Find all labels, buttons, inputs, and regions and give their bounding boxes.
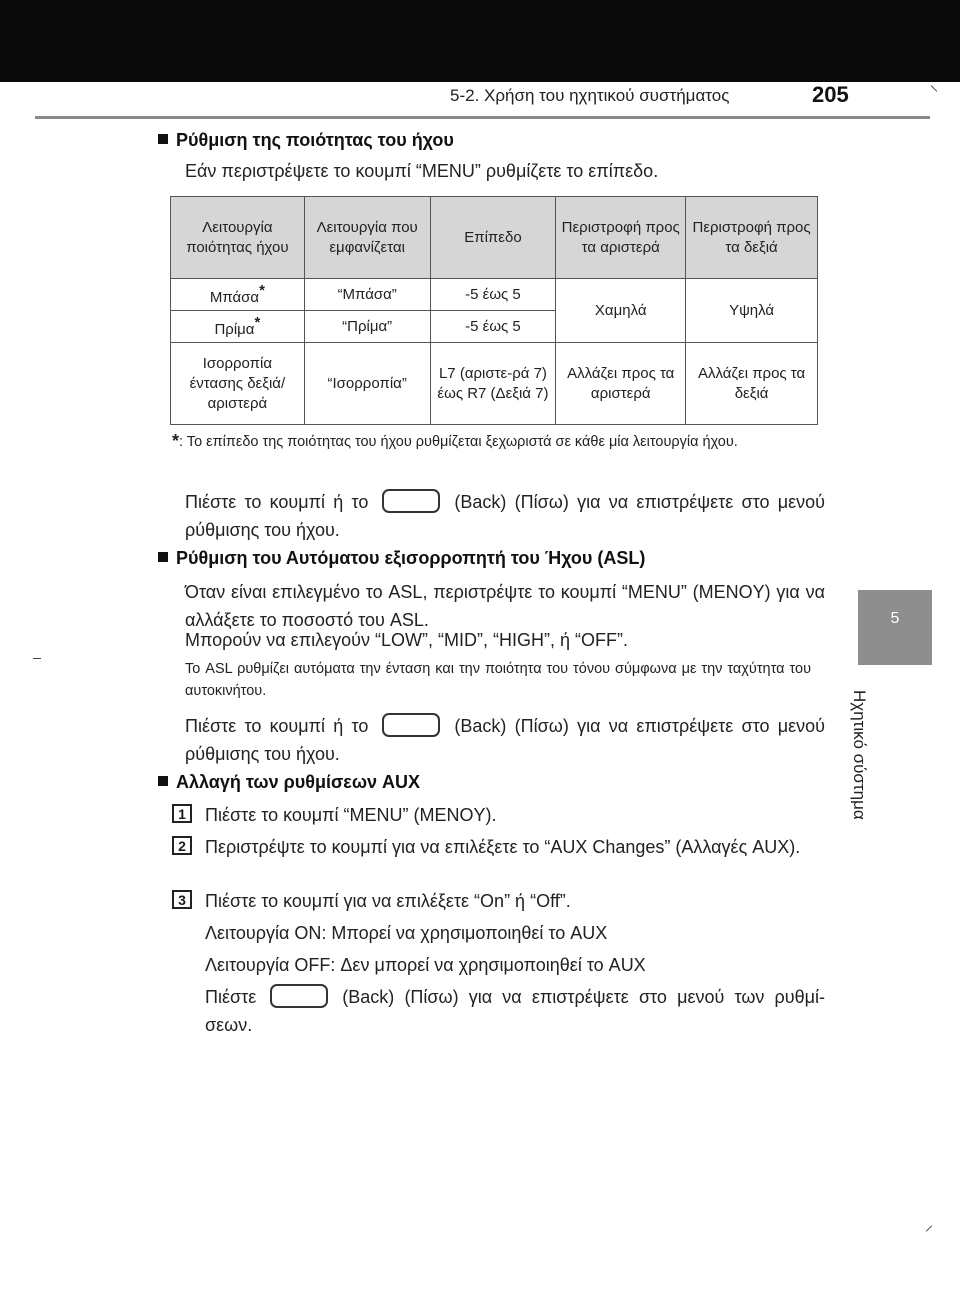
- section-heading-sound-quality: [158, 130, 454, 151]
- chapter-number: 5: [890, 610, 900, 627]
- sound-quality-table: [170, 196, 818, 425]
- text-fragment: (Back) (Πίσω) για να επιστρέψετε στο μενού ρύθμισης του ήχου.: [185, 716, 825, 764]
- header-rule: [35, 116, 930, 119]
- table-cell: “Πρίμα”: [304, 311, 430, 343]
- asl-note: Το ASL ρυθμίζει αυτόματα την ένταση και την ποιότητα του τόνου σύμφωνα με την ταχύτητα του αυτοκινήτου.: [185, 661, 811, 699]
- intro-text: Εάν περιστρέψετε το κουμπί “MENU” ρυθμίζετε το επίπεδο.: [185, 161, 659, 181]
- back-button-icon: [270, 984, 328, 1008]
- table-header: Λειτουργία που εμφανίζεται: [304, 197, 430, 279]
- table-header: Περιστροφή προς τα αριστερά: [556, 197, 686, 279]
- table-footnote: [172, 430, 812, 453]
- table-row: [171, 343, 818, 425]
- heading-text: Ρύθμιση του Αυτόματου εξισορροπητή του Ήχου (ASL): [176, 548, 646, 568]
- step-text: Πιέστε το κουμπί για να επιλέξετε “On” ή “Off”.: [205, 891, 571, 911]
- table-cell: -5 έως 5: [430, 311, 556, 343]
- top-black-band: [0, 0, 960, 82]
- bullet-square-icon: [158, 552, 168, 562]
- page-header: [0, 82, 960, 116]
- step-text: Πιέστε το κουμπί “MENU” (MENOY).: [205, 805, 497, 825]
- table-row: [171, 279, 818, 311]
- step-text: Περιστρέψτε το κουμπί για να επιλέξετε το “AUX Changes” (Αλλαγές AUX).: [205, 837, 801, 857]
- table-cell: “Ισορροπία”: [304, 343, 430, 425]
- back-button-icon: [382, 489, 440, 513]
- step-number-2: 2: [172, 836, 192, 855]
- table-cell: Χαμηλά: [556, 279, 686, 343]
- table-cell: Υψηλά: [686, 279, 818, 343]
- text-fragment: (Back) (Πίσω) για να επιστρέψετε στο μενού ρύθμισης του ήχου.: [185, 492, 825, 540]
- asterisk-mark: *: [172, 431, 180, 451]
- table-cell: “Μπάσα”: [304, 279, 430, 311]
- section-title: 5-2. Χρήση του ηχητικού συστήματος: [450, 86, 730, 105]
- bullet-square-icon: [158, 776, 168, 786]
- step-number-3: 3: [172, 890, 192, 909]
- section-heading-asl: [158, 548, 645, 569]
- table-cell: [171, 279, 305, 311]
- table-cell: Ισορροπία έντασης δεξιά/ αριστερά: [171, 343, 305, 425]
- heading-text: Αλλαγή των ρυθμίσεων AUX: [176, 772, 421, 792]
- crop-mark: [926, 1225, 932, 1231]
- table-header: Επίπεδο: [430, 197, 556, 279]
- table-cell: Αλλάζει προς τα αριστερά: [556, 343, 686, 425]
- text-fragment: (Back) (Πίσω) για να επιστρέψετε στο μενού των ρυθμί-σεων.: [205, 987, 825, 1035]
- table-header: Λειτουργία ποιότητας ήχου: [171, 197, 305, 279]
- back-instruction: [205, 983, 825, 1039]
- table-cell: Αλλάζει προς τα δεξιά: [686, 343, 818, 425]
- mode-label: Πρίμα: [214, 321, 255, 338]
- text-fragment: Πιέστε: [205, 987, 257, 1007]
- chapter-label-wrap: [851, 690, 887, 830]
- bullet-square-icon: [158, 134, 168, 144]
- footnote-text: : Το επίπεδο της ποιότητας του ήχου ρυθμίζεται ξεχωριστά σε κάθε μία λειτουργία ήχου.: [179, 434, 738, 450]
- table-cell: L7 (αριστε-ρά 7) έως R7 (Δεξιά 7): [430, 343, 556, 425]
- back-instruction: [185, 712, 825, 768]
- back-instruction: [185, 488, 825, 544]
- section-heading-aux: [158, 772, 420, 793]
- crop-mark: [33, 658, 41, 659]
- chapter-tab: [858, 590, 932, 665]
- heading-text: Ρύθμιση της ποιότητας του ήχου: [176, 130, 454, 150]
- chapter-label: Ηχητικό σύστημα: [850, 690, 869, 820]
- text-fragment: Πιέστε το κουμπί ή το: [185, 492, 369, 512]
- back-button-icon: [382, 713, 440, 737]
- page-number: 205: [812, 82, 849, 107]
- aux-off-text: Λειτουργία OFF: Δεν μπορεί να χρησιμοποιηθεί το AUX: [205, 955, 646, 975]
- step-number-1: 1: [172, 804, 192, 823]
- asterisk-mark: *: [259, 282, 265, 299]
- asterisk-mark: *: [254, 314, 261, 331]
- asl-instruction: Όταν είναι επιλεγμένο το ASL, περιστρέψτε το κουμπί “MENU” (MENOY) για να αλλάξετε το ποσοστό του ASL.: [185, 582, 825, 630]
- table-cell: -5 έως 5: [430, 279, 556, 311]
- asl-options: Μπορούν να επιλεγούν “LOW”, “MID”, “HIGH”, ή “OFF”.: [185, 630, 628, 650]
- mode-label: Μπάσα: [209, 289, 260, 306]
- text-fragment: Πιέστε το κουμπί ή το: [185, 716, 369, 736]
- aux-on-text: Λειτουργία ON: Μπορεί να χρησιμοποιηθεί το AUX: [205, 923, 608, 943]
- table-cell: [171, 311, 305, 343]
- table-header-row: [171, 197, 818, 279]
- table-header: Περιστροφή προς τα δεξιά: [686, 197, 818, 279]
